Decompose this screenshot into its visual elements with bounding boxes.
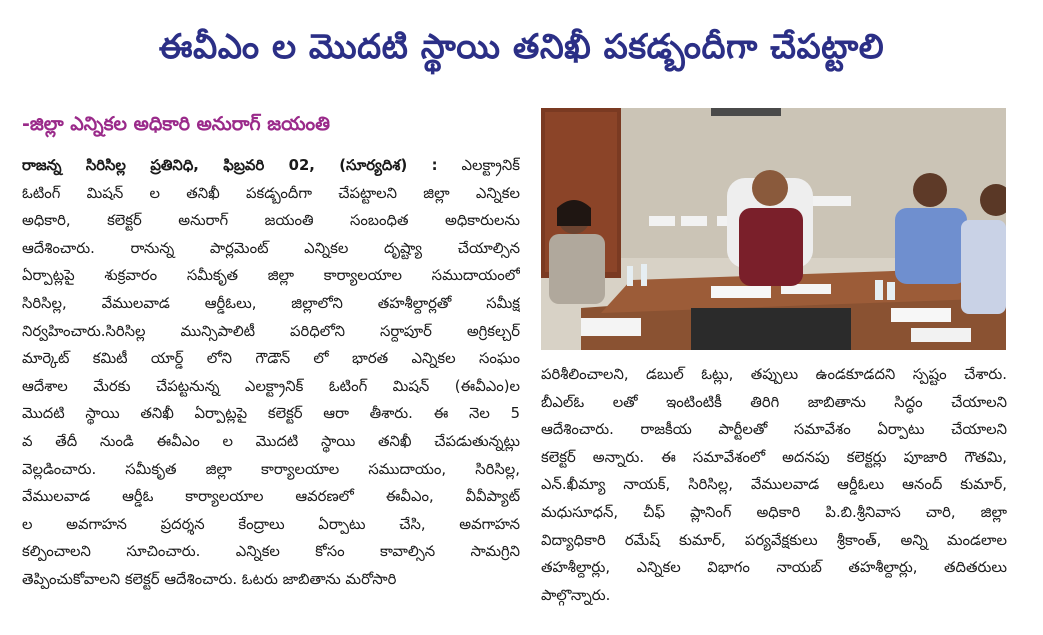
body-line: ఎన్.ఖీమ్యా నాయక్, సిరిసిల్ల, వేములవాడ ఆర్డీఓలు ఆనంద్ కుమార్, [541,476,1007,494]
body-line: తెప్పించుకోవాలని కలెక్టర్ ఆదేశించారు. ఓటరు జాబితాను మరోసారి [22,570,397,588]
body-line: ఓటింగ్ మిషన్ ల తనిఖీ పకడ్బందీగా చేపట్టాలని జిల్లా ఎన్నికల [22,184,520,202]
meeting-photo-illustration [541,108,1006,350]
meeting-photo [541,108,1006,350]
body-line: కల్పించాలని సూచించారు. ఎన్నికల కోసం కావాల్సిన సామగ్రిని [22,543,520,561]
body-line: పాల్గొన్నారు. [541,586,611,604]
body-line: బీఎల్ఓ లతో ఇంటింటికీ తిరిగి జాబితాను సిద్ధం చేయాలని [541,393,1007,411]
body-line: ఆదేశించారు. రానున్న పార్లమెంట్ ఎన్నికల దృష్ట్యా చేయాల్సిన [22,239,520,257]
body-line: ఏర్పాట్లపై శుక్రవారం సమీకృత జిల్లా కార్యాలయాల సముదాయంలో [22,267,520,285]
body-line: ఆదేశించారు. రాజకీయ పార్టీలతో సమావేశం ఏర్పాటు చేయాలని [541,421,1007,439]
body-line: మొదటి స్థాయి తనిఖీ ఏర్పాట్లపై కలెక్టర్ ఆరా తీశారు. ఈ నెల 5 [22,405,520,423]
dateline: రాజన్న సిరిసిల్ల ప్రతినిధి, ఫిబ్రవరి 02, (సూర్యదిశ) : [22,157,438,174]
body-line-text: ఎలక్ట్రానిక్ [461,157,520,174]
body-line: కలెక్టర్ అన్నారు. ఈ సమావేశంలో అదనపు కలెక్టర్లు పూజారి గౌతమి, [541,448,1007,466]
body-line: మార్కెట్ కమిటీ యార్డ్ లోని గౌడౌన్ లో భారత ఎన్నికల సంఘం [22,350,520,368]
body-line [22,152,520,180]
body-line: వ తేదీ నుండి ఈవీఎం ల మొదటి స్థాయి తనిఖీ చేపడుతున్నట్లు [22,432,520,450]
article-body-right-column [541,361,1007,609]
body-line: మధుసూధన్, చీఫ్ ప్లానింగ్ అధికారి పి.బి.శ్రీనివాస చారి, జిల్లా [541,503,1007,521]
headline: ఈవీఎం ల మొదటి స్థాయి తనిఖీ పకడ్బందీగా చేపట్టాలి [158,27,885,67]
body-line: నిర్వహించారు.సిరిసిల్ల మున్సిపాలిటీ పరిధిలోని సర్దాపూర్ అగ్రికల్చర్ [22,322,520,340]
body-line: తహశీల్దార్లు, ఎన్నికల విభాగం నాయబ్ తహశీల్దార్లు, తదితరులు [541,559,1007,577]
body-line: వెల్లడించారు. సమీకృత జిల్లా కార్యాలయాల సముదాయం, సిరిసిల్ల, [22,460,520,478]
subheadline: -జిల్లా ఎన్నికల అధికారి అనురాగ్ జయంతి [22,113,331,135]
body-line: వేములవాడ ఆర్డీఓ కార్యాలయాల ఆవరణలో ఈవీఎం, వీవీప్యాట్ [22,488,520,506]
body-line: అధికారి, కలెక్టర్ అనురాగ్ జయంతి సంబంధిత అధికారులను [22,212,520,230]
body-line: సిరిసిల్ల, వేములవాడ ఆర్డీఓలు, జిల్లాలోని తహశీల్దార్లతో సమీక్ష [22,294,520,312]
article-body-left-column [22,152,520,594]
body-line: ల అవగాహన ప్రదర్శన కేంద్రాలు ఏర్పాటు చేసి, అవగాహన [22,515,520,533]
body-line: విద్యాధికారి రమేష్ కుమార్, పర్యవేక్షకులు శ్రీకాంత్, అన్ని మండలాల [541,531,1007,549]
body-line: ఆదేశాల మేరకు చేపట్టనున్న ఎలక్ట్రానిక్ ఓటింగ్ మిషన్ (ఈవీఎం)ల [22,377,520,395]
body-line: పరిశీలించాలని, డబుల్ ఓట్లు, తప్పులు ఉండకూడదని స్పష్టం చేశారు. [541,366,1007,383]
